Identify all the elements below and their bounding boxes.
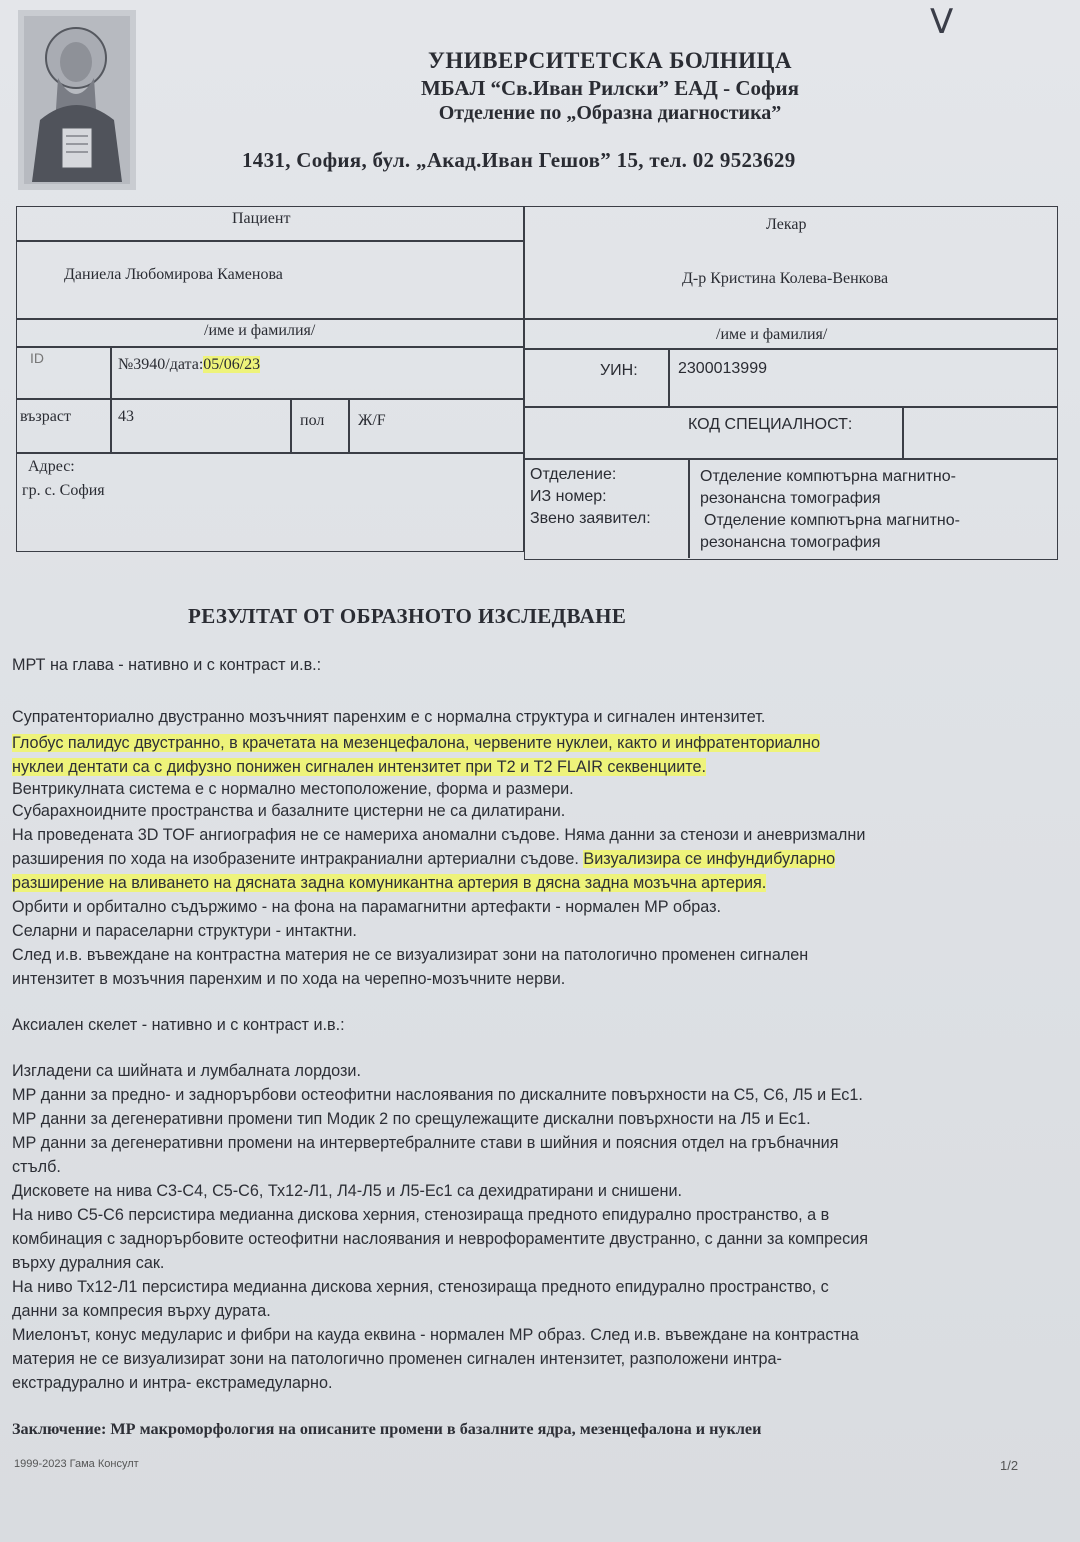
institution-name: МБАЛ “Св.Иван Рилски” ЕАД - София bbox=[420, 76, 800, 100]
address-label: Адрес: bbox=[28, 458, 75, 475]
report-line: Субарахноидните пространства и базалните цистерни не са дилатирани. bbox=[12, 802, 566, 820]
iz-label: ИЗ номер: bbox=[530, 488, 607, 505]
department-name: Отделение по „Образна диагностика” bbox=[438, 102, 782, 124]
id-label: ID bbox=[30, 350, 44, 366]
report-conclusion: Заключение: МР макроморфология на описаните промени в базалните ядра, мезенцефалона и нуклеи bbox=[12, 1420, 762, 1438]
hospital-title: УНИВЕРСИТЕТСКА БОЛНИЦА bbox=[427, 48, 793, 73]
address-value: гр. с. София bbox=[22, 482, 105, 499]
patient-name: Даниела Любомирова Каменова bbox=[64, 266, 283, 283]
report-line: Дисковете на нива С3-С4, С5-С6, Тх12-Л1, Л4-Л5 и Л5-Ес1 са дехидратирани и снишени. bbox=[12, 1182, 682, 1200]
highlight: Глобус палидус двустранно, в крачетата на мезенцефалона, червените нуклеи, както и инфратенториално bbox=[12, 734, 820, 752]
zveno-label: Звено заявител: bbox=[530, 510, 651, 527]
report-line: Орбити и орбитално съдържимо - на фона на парамагнитни артефакти - нормален МР образ. bbox=[12, 898, 722, 916]
report-line: МР данни за предно- и заднорърбови остеофитни наслоявания по дискалните повърхности на С5, С6, Л5 и Ес1. bbox=[12, 1086, 863, 1104]
report-line: екстрадурално и интра- екстрамедуларно. bbox=[12, 1374, 333, 1392]
doctor-name: Д-р Кристина Колева-Венкова bbox=[682, 270, 889, 287]
patient-heading: Пациент bbox=[232, 210, 291, 227]
report-line: стълб. bbox=[12, 1158, 61, 1176]
dept-label: Отделение: bbox=[530, 466, 617, 483]
report-line: Миелонът, конус медуларис и фибри на кауда еквина - нормален МР образ. След и.в. въвеждане на контрастна bbox=[12, 1326, 859, 1344]
report-line: Изгладени са шийната и лумбалната лордози. bbox=[12, 1062, 361, 1080]
saint-icon-logo bbox=[18, 10, 136, 190]
report-line bbox=[12, 850, 835, 869]
report-line: МР данни за дегенеративни промени на интервертебралните стави в шийния и поясния отдел на гръбначния bbox=[12, 1134, 839, 1152]
report-line: Вентрикулната система е с нормално местоположение, форма и размери. bbox=[12, 780, 574, 798]
sex-label: пол bbox=[300, 412, 325, 429]
id-value bbox=[118, 356, 260, 374]
highlight: разширение на вливането на дясната задна комуникантна артерия в дясна задна мозъчна артерия. bbox=[12, 874, 767, 892]
highlight: нуклеи дентати са с дифузно понижен сигнален интензитет при Т2 и Т2 FLAIR секвенциите. bbox=[12, 758, 707, 776]
report-line: Супратенториално двустранно мозъчният паренхим е с нормална структура и сигнален интензитет. bbox=[12, 708, 766, 726]
id-number: №3940/дата: bbox=[118, 356, 204, 373]
report-title: РЕЗУЛТАТ ОТ ОБРАЗНОТО ИЗСЛЕДВАНЕ bbox=[188, 604, 627, 628]
report-line: След и.в. въвеждане на контрастна материя не се визуализират зони на патологично променен сигнален bbox=[12, 946, 809, 964]
report-line: На ниво Тх12-Л1 персистира медианна дискова херния, стенозираща предното епидурално пространство, с bbox=[12, 1278, 829, 1296]
report-line: На ниво С5-С6 персистира медианна дискова херния, стенозираща предното епидурално пространство, а в bbox=[12, 1206, 830, 1224]
report-line: върху дуралния сак. bbox=[12, 1254, 165, 1272]
dept-value-1: Отделение компютърна магнитно- bbox=[700, 468, 956, 485]
report-line: комбинация с заднорърбовите остеофитни наслоявания и неврофораментите двустранно, с данни за компресия bbox=[12, 1230, 869, 1248]
age-label: възраст bbox=[20, 408, 71, 425]
patient-name-caption: /име и фамилия/ bbox=[204, 322, 316, 339]
page-number: 1/2 bbox=[1000, 1458, 1019, 1473]
report-line: интензитет в мозъчния паренхим и по хода на черепно-мозъчните нерви. bbox=[12, 970, 566, 988]
patient-box bbox=[16, 206, 524, 552]
report-line: данни за компресия върху дурата. bbox=[12, 1302, 271, 1320]
doctor-name-caption: /име и фамилия/ bbox=[716, 326, 828, 343]
footer-software: 1999-2023 Гама Консулт bbox=[14, 1458, 139, 1470]
report-line: Селарни и параселарни структури - интактни. bbox=[12, 922, 357, 940]
report-line: На проведената 3D TOF ангиография не се намериха аномални съдове. Няма данни за стенози и аневризмални bbox=[12, 826, 866, 844]
sex-value: Ж/F bbox=[358, 412, 386, 429]
uin-label: УИН: bbox=[600, 362, 638, 379]
report-line: МРТ на глава - нативно и с контраст и.в.: bbox=[12, 656, 322, 674]
report-line-highlighted bbox=[12, 758, 706, 777]
id-date-highlighted: 05/06/23 bbox=[203, 356, 261, 373]
zveno-value-1: Отделение компютърна магнитно- bbox=[704, 512, 960, 529]
report-line-highlighted bbox=[12, 874, 766, 893]
specialty-label: КОД СПЕЦИАЛНОСТ: bbox=[688, 416, 853, 433]
report-line: материя не се визуализират зони на патологично променен сигнален интензитет, разположени интра- bbox=[12, 1350, 782, 1368]
report-text: разширения по хода на изобразените интракраниални артериални съдове. bbox=[12, 850, 584, 868]
report-line: МР данни за дегенеративни промени тип Модик 2 по срещулежащите дискални повърхности на Л5 и Ес1. bbox=[12, 1110, 811, 1128]
zveno-value-2: резонансна томография bbox=[700, 534, 881, 551]
uin-value: 2300013999 bbox=[678, 360, 767, 377]
dept-value-2: резонансна томография bbox=[700, 490, 881, 507]
age-value: 43 bbox=[118, 408, 134, 425]
doctor-heading: Лекар bbox=[766, 216, 807, 233]
hospital-address: 1431, София, бул. „Акад.Иван Гешов” 15, тел. 02 9523629 bbox=[242, 148, 796, 172]
report-line: Аксиален скелет - нативно и с контраст и.в.: bbox=[12, 1016, 345, 1034]
highlight: Визуализира се инфундибуларно bbox=[583, 850, 836, 868]
report-line-highlighted bbox=[12, 734, 820, 753]
check-mark: V bbox=[930, 2, 954, 42]
